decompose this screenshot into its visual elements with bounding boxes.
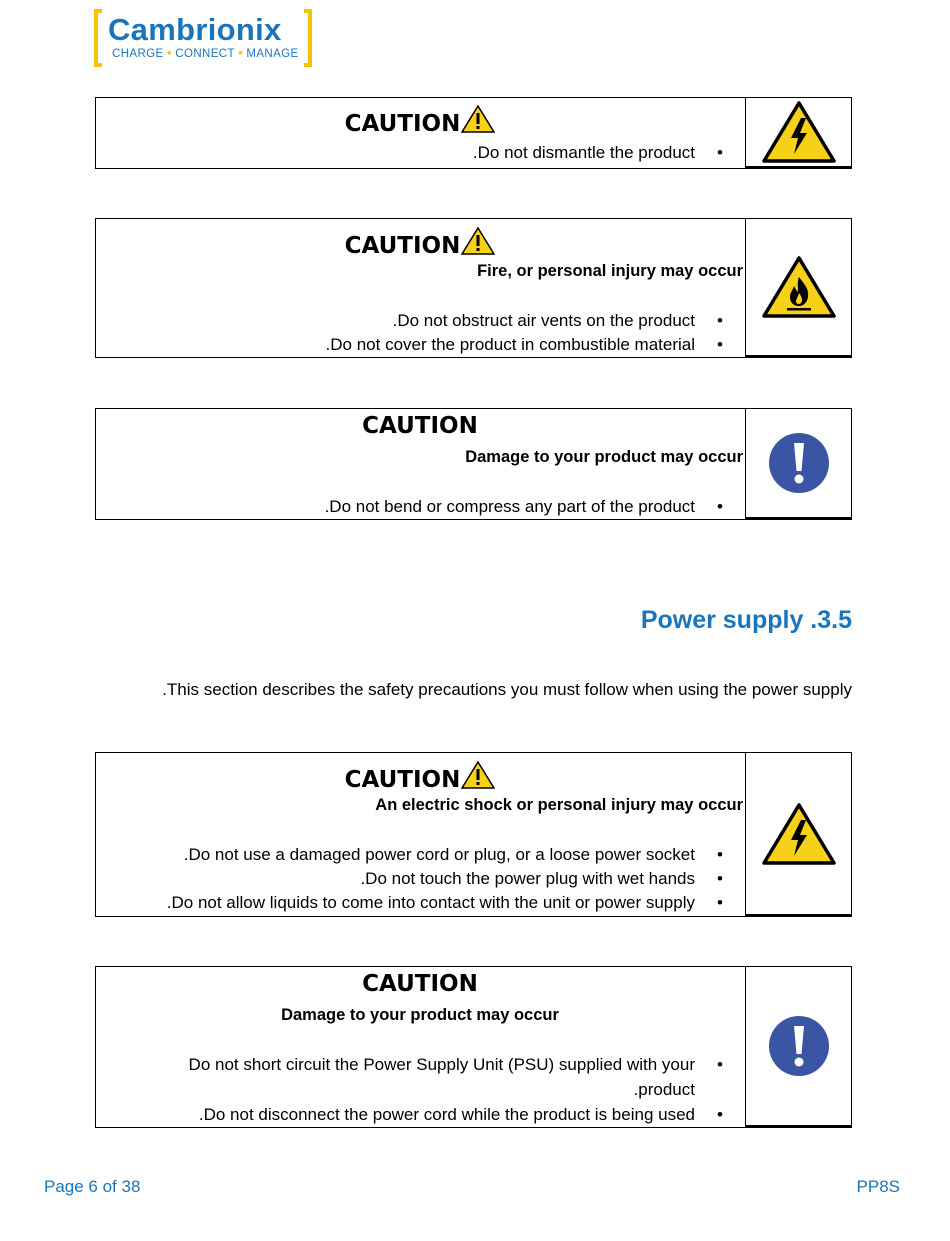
mandatory-action-icon [767, 1014, 831, 1078]
warning-triangle-icon [461, 227, 495, 261]
document-code: PP8S [856, 1177, 900, 1196]
caution-subheading: Damage to your product may occur [465, 448, 743, 466]
electric-hazard-icon [761, 100, 837, 164]
caution-box-dismantle [95, 97, 852, 169]
warning-triangle-icon [461, 761, 495, 795]
bullet-item: .Do not bend or compress any part of the product • [324, 497, 723, 516]
bullet-item: Do not short circuit the Power Supply Unit (PSU) supplied with your • [188, 1055, 723, 1074]
caution-subheading: An electric shock or personal injury may occur [375, 796, 743, 814]
caution-box-electric-shock [95, 752, 852, 917]
bullet-item-continuation: .product [633, 1080, 695, 1099]
caution-heading: CAUTION [96, 761, 744, 795]
caution-heading: CAUTION [362, 413, 478, 439]
section-title: Power supply .3.5 [640, 606, 852, 634]
fire-hazard-icon [761, 255, 837, 319]
mandatory-icon-cell [745, 409, 851, 519]
cambrionix-logo [94, 9, 312, 67]
bullet-item: .Do not cover the product in combustible material • [325, 335, 723, 354]
caution-heading: CAUTION [362, 971, 478, 997]
bullet-item: .Do not disconnect the power cord while the product is being used • [198, 1105, 723, 1124]
mandatory-action-icon [767, 431, 831, 495]
caution-heading: CAUTION [96, 105, 744, 139]
caution-box-power-supply [95, 966, 852, 1128]
caution-box-fire [95, 218, 852, 358]
electric-hazard-icon [761, 802, 837, 866]
bullet-item: .Do not dismantle the product • [472, 143, 723, 162]
warning-triangle-icon [461, 105, 495, 139]
section-intro: .This section describes the safety precautions you must follow when using the power supply [162, 680, 852, 699]
logo-tag-charge: CHARGE [112, 48, 164, 60]
bullet-item: .Do not touch the power plug with wet hands • [360, 869, 723, 888]
bullet-item: .Do not obstruct air vents on the product • [392, 311, 723, 330]
hazard-icon-cell [745, 219, 851, 357]
hazard-icon-cell [745, 98, 851, 168]
caution-box-bend [95, 408, 852, 520]
page-number: Page 6 of 38 [44, 1177, 141, 1196]
logo-name: Cambrionix [108, 12, 282, 47]
hazard-icon-cell [745, 753, 851, 916]
bullet-item: .Do not allow liquids to come into contact with the unit or power supply • [166, 893, 723, 912]
logo-tagline: CHARGE • CONNECT • MANAGE [112, 48, 299, 60]
caution-subheading: Fire, or personal injury may occur [477, 262, 743, 280]
caution-heading: CAUTION [96, 227, 744, 261]
logo-tag-connect: CONNECT [175, 48, 235, 60]
caution-subheading: Damage to your product may occur [281, 1006, 559, 1024]
mandatory-icon-cell [745, 967, 851, 1127]
bullet-item: .Do not use a damaged power cord or plug, or a loose power socket • [183, 845, 723, 864]
logo-tag-manage: MANAGE [246, 48, 299, 60]
